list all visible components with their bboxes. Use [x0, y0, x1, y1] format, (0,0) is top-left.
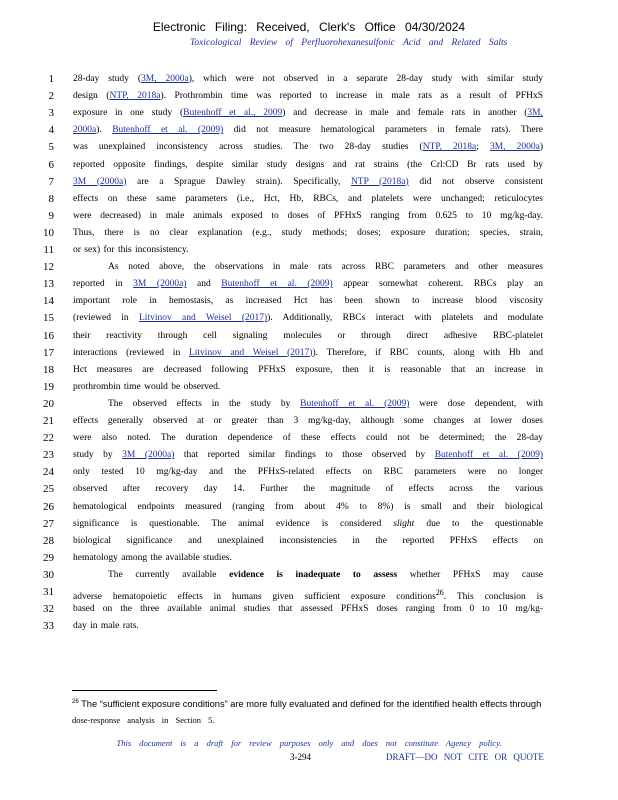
citation-link[interactable]: NTP, 2018a [109, 91, 161, 102]
text-line [0, 413, 618, 430]
line-text [73, 293, 543, 310]
text-line [0, 276, 618, 293]
text-segment: . This conclusion is [443, 592, 543, 603]
text-line [0, 379, 618, 396]
text-segment: ), which were not observed in a separate 28-day study with similar study [188, 74, 543, 84]
text-segment: based on the three available animal studies that assessed PFHxS doses ranging from 0 to 10 mg/kg- [73, 604, 543, 615]
text-segment: biological significance and unexplained inconsistencies in the reported PFHxS effects on [73, 535, 543, 546]
line-text [73, 139, 543, 156]
text-segment: significance is questionable. The animal evidence is considered [73, 518, 394, 529]
citation-link[interactable]: NTP (2018a) [350, 176, 409, 187]
text-segment: effects generally observed at or greater than 3 mg/kg-day, although some changes at lower doses [73, 416, 543, 426]
line-number: 29 [43, 551, 54, 564]
line-text [73, 225, 543, 242]
citation-link[interactable]: Butenhoff et al. (2009) [300, 398, 410, 409]
text-segment: Thus, there is no clear explanation (e.g., study methods; doses; exposure duration; species, strain, [73, 227, 543, 238]
line-text [73, 379, 543, 396]
line-number: 7 [48, 175, 54, 188]
text-line [0, 447, 618, 464]
text-line [0, 396, 618, 413]
text-segment: interactions (reviewed in [73, 347, 189, 358]
line-number: 19 [43, 380, 54, 393]
text-segment: observed after recovery day 14. Further the magnitude of effects across the various [73, 484, 543, 495]
text-line [0, 362, 618, 379]
line-text [108, 259, 543, 276]
line-number: 6 [48, 158, 54, 171]
citation-link[interactable]: 3M, 2000a [489, 142, 540, 153]
line-number: 9 [48, 209, 54, 222]
line-text [73, 362, 543, 379]
text-line [0, 533, 618, 550]
line-number: 18 [43, 363, 54, 376]
text-segment: that reported similar findings to those observed by [174, 450, 435, 461]
line-text [73, 481, 543, 498]
citation-link[interactable]: 3M (2000a) [73, 176, 127, 187]
citation-link[interactable]: Butenhoff et al. (2009) [434, 450, 543, 461]
text-segment: did not measure hematological parameters in female rats). There [223, 125, 543, 136]
line-number: 28 [43, 534, 54, 547]
text-segment: their reactivity through cell signaling molecules or through direct adhesive RBC-platelet [73, 330, 543, 341]
line-text [73, 345, 543, 362]
line-number: 16 [43, 329, 54, 342]
line-text [73, 105, 543, 122]
line-text [73, 550, 543, 567]
line-number: 21 [43, 415, 54, 427]
text-line [0, 225, 618, 242]
line-text [73, 328, 543, 345]
line-text [73, 310, 543, 327]
line-number: 17 [43, 346, 54, 359]
text-line [0, 191, 618, 208]
text-segment: reported opposite findings, despite similar study designs and rat strains (the Crl:CD Br rats used by [73, 159, 543, 170]
page-number: 3-294 [290, 752, 311, 762]
citation-link[interactable]: Butenhoff et al. (2009) [112, 125, 224, 136]
text-line [0, 71, 618, 88]
line-number: 14 [43, 295, 54, 308]
line-number: 12 [43, 261, 54, 274]
line-text [73, 122, 543, 139]
text-segment: were also noted. The duration dependence of these effects could not be determined; the 28-day [73, 433, 543, 444]
text-line [0, 122, 618, 139]
text-segment: ) [539, 142, 543, 153]
text-line [0, 174, 618, 191]
line-text [73, 430, 543, 447]
line-number: 1 [48, 73, 54, 85]
text-segment: slight [393, 518, 415, 529]
line-number: 20 [43, 397, 54, 410]
text-line [0, 550, 618, 567]
text-segment: prothrombin time would be observed. [73, 381, 221, 392]
text-segment: did not observe consistent [408, 176, 543, 187]
text-segment: Hct measures are decreased following PFHxS exposure, then it is reasonable that an increase in [73, 364, 543, 375]
citation-link[interactable]: 3M, 2000a [140, 74, 189, 84]
text-segment: design ( [73, 91, 110, 102]
line-number: 25 [43, 483, 54, 496]
text-line [0, 464, 618, 481]
footnote-reference: 26 [435, 588, 444, 597]
line-number: 15 [43, 312, 54, 325]
line-number: 31 [43, 586, 54, 598]
text-segment: study by [73, 450, 123, 461]
text-segment: was unexplained inconsistency across studies. The two 28-day studies ( [73, 142, 423, 153]
line-number: 10 [43, 226, 54, 239]
line-text [73, 618, 543, 635]
citation-link[interactable]: NTP, 2018a [422, 142, 477, 153]
line-number: 11 [43, 244, 54, 256]
line-text [73, 276, 543, 293]
line-text [73, 601, 543, 618]
text-segment: The currently available [108, 569, 230, 580]
line-number: 4 [48, 124, 54, 137]
text-line [0, 310, 618, 327]
text-segment: ). Additionally, RBCs interact with platelets and modulate [267, 313, 543, 324]
footnote-number: 26 [72, 699, 79, 705]
line-number: 30 [43, 568, 54, 581]
line-number: 8 [48, 192, 54, 205]
footnote-text: The “sufficient exposure conditions” are more fully evaluated and defined for the identified health effects through [81, 699, 542, 710]
text-segment: ). Therefore, if RBC counts, along with Hb and [312, 347, 543, 358]
citation-link[interactable]: 2000a [73, 125, 97, 136]
text-segment: ). [96, 125, 113, 136]
draft-disclaimer: This document is a draft for review purposes only and does not constitute Agency policy. [116, 738, 502, 748]
text-segment: exposure in one study ( [73, 108, 184, 119]
line-number: 24 [43, 466, 54, 479]
text-segment: adverse hematopoietic effects in humans given sufficient exposure conditions [73, 592, 436, 603]
text-line [0, 293, 618, 310]
text-line [0, 345, 618, 362]
line-number: 2 [48, 90, 54, 103]
text-segment: hematological endpoints measured (ranging from about 4% to 8%) is small and their biological [73, 501, 543, 512]
footnote [72, 699, 542, 709]
line-number: 13 [43, 278, 54, 291]
line-number: 33 [43, 620, 54, 633]
text-segment: effects on these same parameters (i.e., Hct, Hb, RBCs, and platelets were unchanged; reticulocytes [73, 193, 543, 204]
text-segment: appear somewhat coherent. RBCs play an [332, 279, 543, 290]
line-text [108, 567, 543, 584]
text-line [0, 139, 618, 156]
line-text [73, 208, 543, 225]
line-text [73, 88, 543, 105]
text-line [0, 601, 618, 618]
text-segment: The observed effects in the study by [108, 398, 301, 409]
citation-link[interactable]: Litvinov and Weisel (2017) [139, 313, 268, 324]
citation-link[interactable]: Butenhoff et al., 2009 [183, 108, 283, 119]
text-line [0, 259, 618, 276]
text-segment: ) and decrease in male and female rats in another ( [282, 108, 528, 119]
text-segment: As noted above, the observations in male rats across RBC parameters and other measures [108, 262, 543, 273]
text-segment: ). Prothrombin time was reported to increase in male rats as a result of PFHxS [160, 91, 543, 102]
text-line [0, 481, 618, 498]
line-text [73, 191, 543, 208]
text-segment: whether PFHxS may cause [397, 569, 543, 580]
text-line [0, 88, 618, 105]
line-text [73, 499, 543, 516]
line-number: 26 [43, 500, 54, 513]
document-running-title: Toxicological Review of Perfluorohexanesulfonic Acid and Related Salts [190, 38, 508, 48]
draft-notice: DRAFT—DO NOT CITE OR QUOTE [386, 752, 544, 762]
citation-link[interactable]: 3M (2000a) [122, 450, 175, 461]
citation-link[interactable]: Butenhoff et al. (2009) [221, 279, 333, 290]
footnote-continuation: dose-response analysis in Section 5. [72, 715, 215, 725]
line-text [73, 157, 543, 174]
line-text [73, 71, 543, 88]
line-number: 3 [48, 107, 54, 120]
text-line [0, 328, 618, 345]
text-line [0, 242, 618, 259]
text-segment: hematology among the available studies. [73, 552, 232, 563]
text-segment: (reviewed in [73, 313, 139, 324]
filing-stamp: Electronic Filing: Received, Clerk's Office 04/30/2024 [152, 20, 466, 34]
line-text [73, 413, 543, 430]
text-line [0, 584, 618, 601]
text-segment: important role in hemostasis, as increased Hct has been shown to increase blood viscosity [73, 296, 543, 307]
text-segment: and [186, 279, 222, 290]
line-number: 32 [43, 603, 54, 616]
text-segment: 28-day study ( [73, 74, 141, 84]
text-segment: were dose dependent, with [409, 398, 543, 409]
line-text [108, 396, 543, 413]
text-segment: evidence is inadequate to assess [229, 569, 398, 580]
text-line [0, 618, 618, 635]
line-text [73, 242, 543, 259]
citation-link[interactable]: Litvinov and Weisel (2017) [188, 347, 313, 358]
text-segment: day in male rats. [73, 621, 139, 632]
text-segment: are a Sprague Dawley strain). Specifically, [126, 176, 351, 187]
line-text [73, 533, 543, 550]
text-line [0, 208, 618, 225]
text-line [0, 567, 618, 584]
text-segment: ; [476, 142, 490, 153]
footnote-divider [72, 690, 217, 691]
text-segment: only tested 10 mg/kg-day and the PFHxS-related effects on RBC parameters were no longer [73, 467, 543, 478]
line-text [73, 516, 543, 533]
line-text [73, 174, 543, 191]
text-line [0, 516, 618, 533]
text-segment: were decreased) in male animals exposed to doses of PFHxS ranging from 0.625 to 10 mg/kg-day. [73, 210, 543, 221]
text-segment: or sex) for this inconsistency. [73, 245, 189, 255]
citation-link[interactable]: 3M, [527, 108, 543, 119]
text-line [0, 157, 618, 174]
text-segment: due to the questionable [414, 518, 543, 529]
line-text [73, 447, 543, 464]
text-line [0, 499, 618, 516]
text-line [0, 430, 618, 447]
text-segment: reported in [73, 279, 134, 290]
citation-link[interactable]: 3M (2000a) [133, 279, 187, 290]
text-line [0, 105, 618, 122]
line-number: 27 [43, 517, 54, 530]
line-number: 23 [43, 449, 54, 462]
line-number: 22 [43, 432, 54, 445]
line-text [73, 464, 543, 481]
line-number: 5 [48, 141, 54, 154]
